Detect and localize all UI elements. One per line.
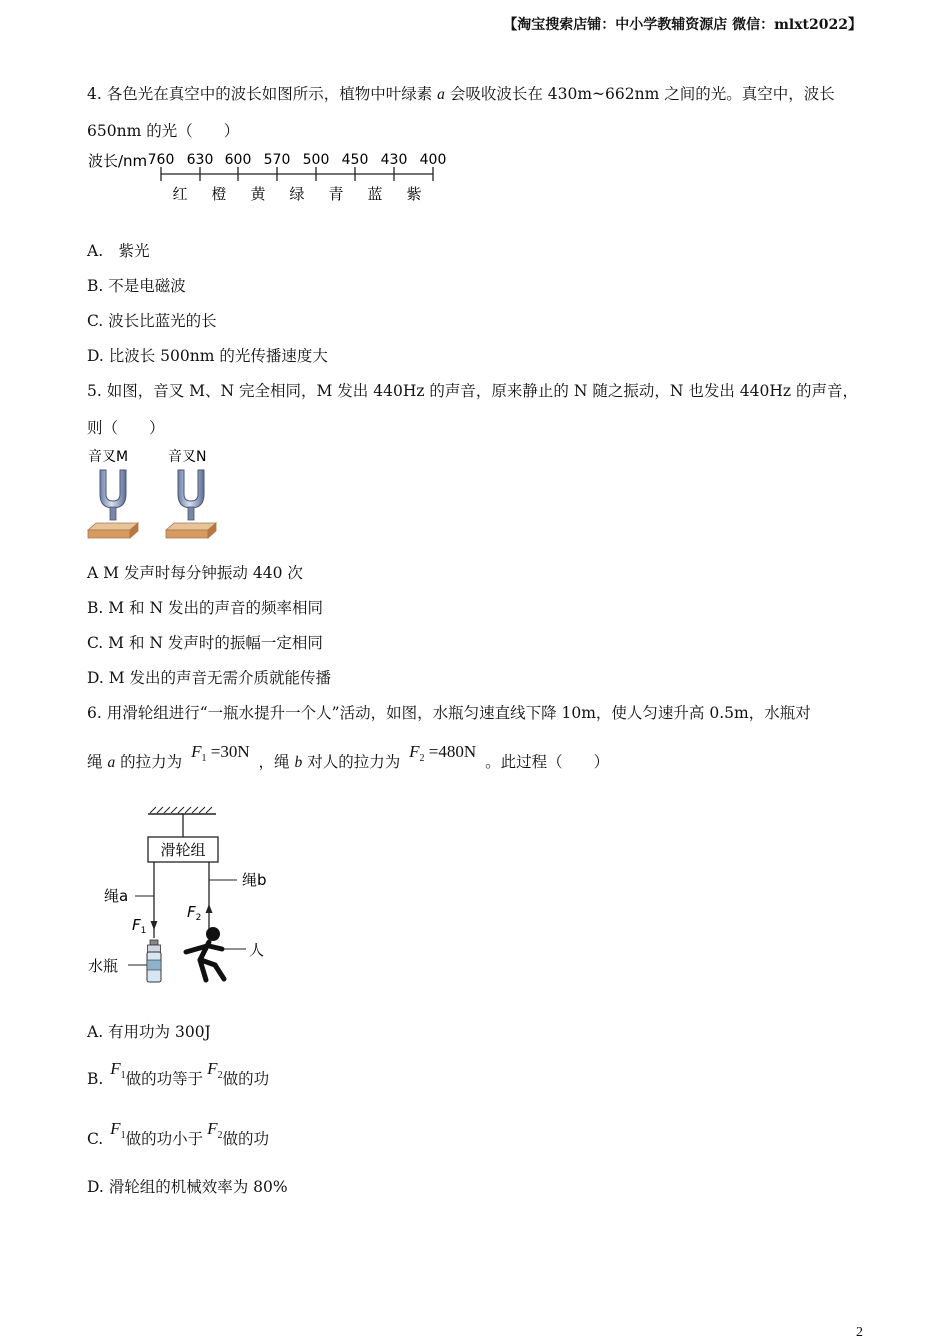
fork-n-label: 音叉N xyxy=(168,449,207,465)
f-sub: 1 xyxy=(120,1070,126,1081)
f2-expression xyxy=(409,742,477,764)
f2-symbol: F xyxy=(409,742,420,761)
page-header: 【淘宝搜索店铺：中小学教辅资源店 微信：mlxt2022】 xyxy=(503,17,862,33)
color-label: 绿 xyxy=(289,185,305,203)
q6-option-c[interactable] xyxy=(87,1119,269,1151)
q6-stem-line2 xyxy=(87,742,610,774)
pulley-label: 滑轮组 xyxy=(160,841,206,859)
f2-sub: 2 xyxy=(419,753,425,764)
q5-stem-line1: 5. 如图，音叉 M、N 完全相同，M 发出 440Hz 的声音，原来静止的 N 随之振动，N 也发出 440Hz 的声音， xyxy=(87,382,858,400)
color-label: 蓝 xyxy=(367,185,383,203)
color-label: 紫 xyxy=(406,185,422,203)
f1-inline xyxy=(110,1059,126,1081)
option-text: 做的功 xyxy=(222,1070,270,1088)
wavelength-value: 400 xyxy=(419,152,447,168)
color-label: 橙 xyxy=(211,185,227,203)
wavelength-value: 450 xyxy=(341,152,369,168)
q5-option-c[interactable]: C. M 和 N 发声时的振幅一定相同 xyxy=(87,634,323,652)
q4-option-b[interactable]: B. 不是电磁波 xyxy=(87,277,186,295)
q6-text: 对人的拉力为 xyxy=(307,753,401,771)
q4-option-d[interactable]: D. 比波长 500nm 的光传播速度大 xyxy=(87,347,328,365)
wavelength-figure xyxy=(80,146,460,210)
q4-var-a: a xyxy=(437,86,445,103)
f-sub: 2 xyxy=(217,1130,223,1141)
q6-option-d[interactable]: D. 滑轮组的机械效率为 80% xyxy=(87,1178,288,1196)
tuning-fork-m xyxy=(88,470,138,538)
ceiling-hatch xyxy=(150,807,212,813)
option-text: 做的功等于 xyxy=(125,1070,204,1088)
f1-expression xyxy=(191,742,250,764)
f-symbol: F xyxy=(110,1119,121,1138)
f-sub: 2 xyxy=(217,1070,223,1081)
q4-option-c[interactable]: C. 波长比蓝光的长 xyxy=(87,312,217,330)
tuning-fork-n xyxy=(166,470,216,538)
q4-option-a[interactable]: A. 紫光 xyxy=(87,242,150,260)
tuning-fork-figure xyxy=(84,444,224,544)
wavelength-value: 760 xyxy=(147,152,175,168)
f1-sub: 1 xyxy=(201,753,207,764)
person-label: 人 xyxy=(249,941,265,959)
f-symbol: F xyxy=(110,1059,121,1078)
f1-label: $F_1$ xyxy=(132,916,147,936)
option-text: 做的功 xyxy=(222,1130,269,1148)
q6-var-a: a xyxy=(107,754,116,771)
f2-arrow xyxy=(206,904,213,913)
option-letter: B. xyxy=(87,1070,104,1088)
q5-option-d[interactable]: D. M 发出的声音无需介质就能传播 xyxy=(87,669,332,687)
f2-label: $F_2$ xyxy=(187,903,202,923)
color-label: 黄 xyxy=(250,185,266,203)
color-label: 红 xyxy=(172,185,188,203)
q6-text: 的拉力为 xyxy=(120,753,183,771)
f1-symbol: F xyxy=(191,742,202,761)
q6-text: 绳 xyxy=(87,753,103,771)
q6-stem-line1: 6. 用滑轮组进行“一瓶水提升一个人”活动，如图，水瓶匀速直线下降 10m，使人匀速升高 0.5m，水瓶对 xyxy=(87,704,811,722)
q4-stem-line2: 650nm 的光（ ） xyxy=(87,122,240,140)
q5-option-a[interactable]: A M 发声时每分钟振动 440 次 xyxy=(87,564,303,582)
q6-var-b: b xyxy=(294,754,303,771)
option-text: 做的功小于 xyxy=(125,1130,204,1148)
wavelength-value: 630 xyxy=(186,152,214,168)
q4-stem-post: 会吸收波长在 430m~662nm 之间的光。真空中，波长 xyxy=(449,85,835,103)
f2-rest: =480N xyxy=(424,742,477,761)
wavelength-value: 570 xyxy=(263,152,291,168)
q4-stem-line1 xyxy=(87,82,835,104)
page-number: 2 xyxy=(856,1325,863,1340)
f1-inline xyxy=(110,1119,126,1141)
f2-inline xyxy=(207,1119,223,1141)
fork-m-label: 音叉M xyxy=(88,449,129,465)
person-figure xyxy=(186,927,224,980)
option-letter: C. xyxy=(87,1130,104,1148)
q4-stem-pre: 4. 各色光在真空中的波长如图所示，植物中叶绿素 xyxy=(87,85,433,103)
q6-option-a[interactable]: A. 有用功为 300J xyxy=(87,1023,211,1041)
q6-text: 。此过程（ ） xyxy=(485,753,610,771)
wavelength-value: 600 xyxy=(224,152,252,168)
rope-b-label: 绳b xyxy=(242,871,267,889)
f1-rest: =30N xyxy=(206,742,250,761)
f-sub: 1 xyxy=(120,1130,126,1141)
rope-a-label: 绳a xyxy=(104,887,129,905)
wavelength-value: 430 xyxy=(380,152,408,168)
wavelength-axis-label: 波长/nm xyxy=(88,152,148,170)
q6-option-b[interactable] xyxy=(87,1059,270,1091)
q5-stem-line2: 则（ ） xyxy=(87,419,165,437)
water-bottle xyxy=(147,940,161,982)
bottle-label: 水瓶 xyxy=(88,957,119,975)
q5-option-b[interactable]: B. M 和 N 发出的声音的频率相同 xyxy=(87,599,323,617)
f1-arrow xyxy=(151,921,158,930)
f-symbol: F xyxy=(207,1119,218,1138)
f-symbol: F xyxy=(207,1059,218,1078)
color-label: 青 xyxy=(328,185,344,203)
pulley-figure xyxy=(84,802,284,992)
f2-inline xyxy=(207,1059,223,1081)
q6-text: ，绳 xyxy=(258,753,290,771)
wavelength-value: 500 xyxy=(302,152,330,168)
